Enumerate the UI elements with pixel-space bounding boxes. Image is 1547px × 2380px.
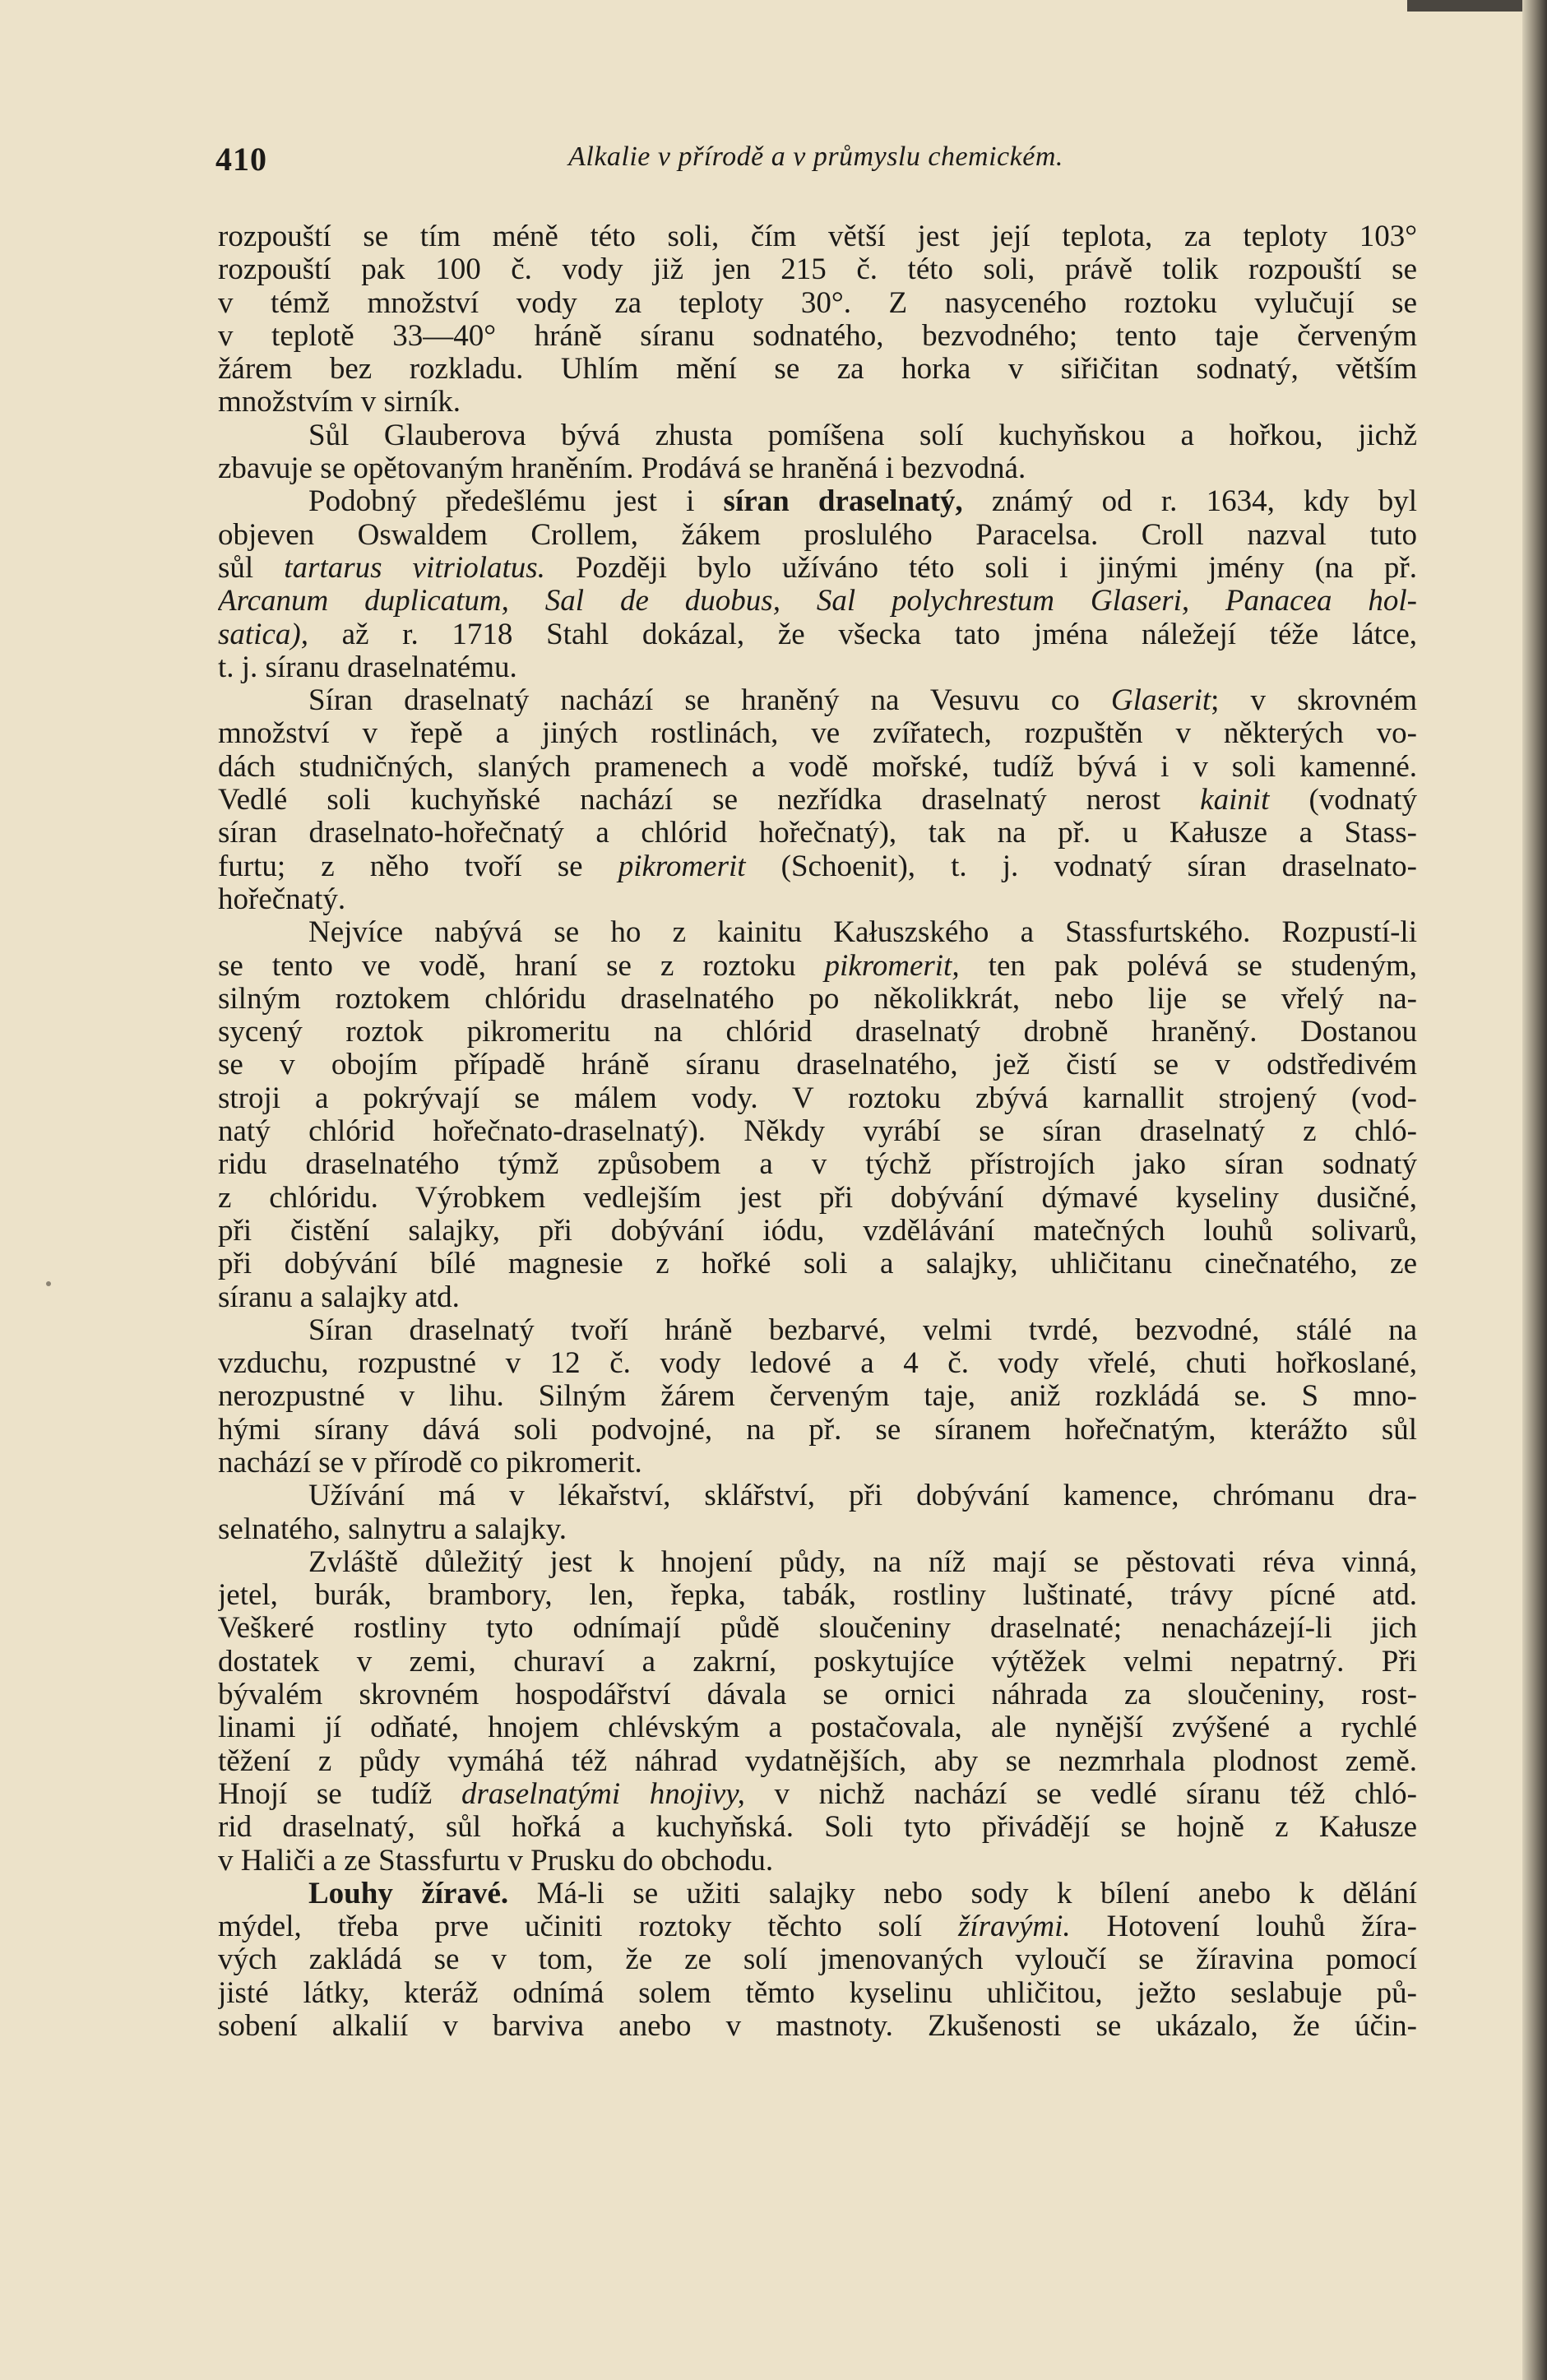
text-line: se v obojím případě hráně síranu draselnatého, jež čistí se v odstředivém [218,1049,1417,1082]
text-line: ridu draselnatého týmž způsobem a v týchž přístrojích jako síran sodnatý [218,1148,1417,1182]
text-line: dostatek v zemi, churaví a zakrní, poskytujíce výtěžek velmi nepatrný. Při [218,1645,1417,1679]
text-line: Síran draselnatý tvoří hráně bezbarvé, velmi tvrdé, bezvodné, stálé na [308,1313,1417,1347]
text-line: síranu a salajky atd. [218,1280,460,1314]
text-line: Louhy žíravé. Má-li se užiti salajky nebo sody k bílení anebo k dělání [308,1877,1417,1910]
text-line: t. j. síranu draselnatému. [218,651,517,684]
text-line: hořečnatý. [218,882,346,916]
text-line: se tento ve vodě, hraní se z roztoku pikromerit, ten pak polévá se studeným, [218,949,1417,983]
text-line: rozpouští pak 100 č. vody již jen 215 č. této soli, právě tolik rozpouští se [218,253,1417,287]
page-number: 410 [215,141,267,178]
text-line: v teplotě 33—40° hráně síranu sodnatého, bezvodného; tento taje červeným [218,319,1417,353]
text-line: množství v řepě a jiných rostlinách, ve zvířatech, rozpuštěn v některých vo- [218,717,1417,751]
text-line: mýdel, třeba prve učiniti roztoky těchto solí žíravými. Hotovení louhů žíra- [218,1910,1417,1944]
term-sulfate-potassium: síran draselnatý, [723,485,963,519]
text-line: dách studničných, slaných pramenech a vodě mořské, tudíž bývá i v soli kamenné. [218,750,1417,784]
text-line: nachází se v přírodě co pikromerit. [218,1446,642,1479]
text-line: v Haliči a ze Stassfurtu v Prusku do obchodu. [218,1844,774,1878]
text-line: při čistění salajky, při dobývání iódu, vzdělávání matečných louhů solivarů, [218,1214,1417,1248]
text-line: sůl tartarus vitriolatus. Později bylo užíváno této soli i jinými jmény (na př. [218,551,1417,585]
text-line: nerozpustné v lihu. Silným žárem červeným taje, aniž rozkládá se. S mno- [218,1380,1417,1414]
text-line: rozpouští se tím méně této soli, čím větší jest její teplota, za teploty 103° [218,220,1417,253]
text-line: linami jí odňaté, hnojem chlévským a postačovala, ale nynější zvýšené a rychlé [218,1711,1417,1745]
text-line: žárem bez rozkladu. Uhlím mění se za horka v siřičitan sodnatý, větším [218,353,1417,387]
text-line: Zvláště důležitý jest k hnojení půdy, na níž mají se pěstovati réva vinná, [308,1545,1417,1579]
text-line: sobení alkalií v barviva anebo v mastnoty. Zkušenosti se ukázalo, že účin- [218,2010,1417,2044]
text-line: množstvím v sirník. [218,386,461,419]
text-line: stroji a pokrývají se málem vody. V roztoku zbývá karnallit strojený (vod- [218,1081,1417,1115]
page-edge-shadow-right [1522,0,1547,2380]
text-line: bývalém skrovném hospodářství dávala se ornici náhrada za sloučeniny, rost- [218,1679,1417,1712]
text-line: Arcanum duplicatum, Sal de duobus, Sal polychrestum Glaseri, Panacea hol- [218,585,1417,618]
text-line: Podobný předešlému jest i síran draselnatý, známý od r. 1634, kdy byl [308,485,1417,519]
text-line: natý chlórid hořečnato-draselnatý). Někdy vyrábí se síran draselnatý z chló- [218,1115,1417,1149]
text-line: sycený roztok pikromeritu na chlórid draselnatý drobně hraněný. Dostanou [218,1016,1417,1049]
text-line: Vedlé soli kuchyňské nachází se nezřídka draselnatý nerost kainit (vodnatý [218,784,1417,817]
page-header [215,140,1416,189]
section-heading-louhy: Louhy žíravé. [308,1877,509,1910]
text-line: síran draselnato-hořečnatý a chlórid hořečnatý), tak na př. u Kałusze a Stass- [218,817,1417,850]
text-line: furtu; z něho tvoří se pikromerit (Schoenit), t. j. vodnatý síran draselnato- [218,850,1417,883]
body-text [218,220,1417,2043]
text-line: jetel, burák, brambory, len, řepka, tabák, rostliny luštinaté, trávy pícné atd. [218,1579,1417,1613]
text-line: v témž množství vody za teploty 30°. Z nasyceného roztoku vylučují se [218,286,1417,320]
text-line: objeven Oswaldem Crollem, žákem proslulého Paracelsa. Croll nazval tuto [218,518,1417,552]
text-line: Sůl Glauberova bývá zhusta pomíšena solí kuchyňskou a hořkou, jichž [308,419,1417,452]
page-edge-shadow-top [1407,0,1522,12]
text-line: vých zakládá se v tom, že ze solí jmenovaných vyloučí se žíravina pomocí [218,1943,1417,1977]
text-line: hými sírany dává soli podvojné, na př. se síranem hořečnatým, kterážto sůl [218,1413,1417,1447]
paper-spot [46,1281,51,1286]
running-title: Alkalie v přírodě a v průmyslu chemickém. [568,141,1063,172]
text-line: Veškeré rostliny tyto odnímají půdě sloučeniny draselnaté; nenacházejí-li jich [218,1612,1417,1646]
text-line: jisté látky, kteráž odnímá solem těmto kyselinu uhličitou, ježto seslabuje pů- [218,1976,1417,2010]
text-line: Užívání má v lékařství, sklářství, při dobývání kamence, chrómanu dra- [308,1479,1417,1513]
text-line: selnatého, salnytru a salajky. [218,1512,567,1546]
text-line: z chlóridu. Výrobkem vedlejším jest při dobývání dýmavé kyseliny dusičné, [218,1181,1417,1215]
text-line: satica), až r. 1718 Stahl dokázal, že všecka tato jména náležejí téže látce, [218,618,1417,651]
text-line: při dobývání bílé magnesie z hořké soli a salajky, uhličitanu cinečnatého, ze [218,1248,1417,1281]
text-line: rid draselnatý, sůl hořká a kuchyňská. Soli tyto přivádějí se hojně z Kałusze [218,1811,1417,1845]
text-line: těžení z půdy vymáhá též náhrad vydatnějších, aby se nezmrhala plodnost země. [218,1744,1417,1778]
text-line: Nejvíce nabývá se ho z kainitu Kałuszského a Stassfurtského. Rozpustí-li [308,916,1417,950]
text-line: Síran draselnatý nachází se hraněný na Vesuvu co Glaserit; v skrovném [308,684,1417,718]
text-line: Hnojí se tudíž draselnatými hnojivy, v nichž nachází se vedlé síranu též chló- [218,1777,1417,1811]
text-line: vzduchu, rozpustné v 12 č. vody ledové a 4 č. vody vřelé, chuti hořkoslané, [218,1347,1417,1381]
text-line: zbavuje se opětovaným hraněním. Prodává se hraněná i bezvodná. [218,452,1026,486]
text-line: silným roztokem chlóridu draselnatého po několikkrát, nebo lije se vřelý na- [218,982,1417,1016]
